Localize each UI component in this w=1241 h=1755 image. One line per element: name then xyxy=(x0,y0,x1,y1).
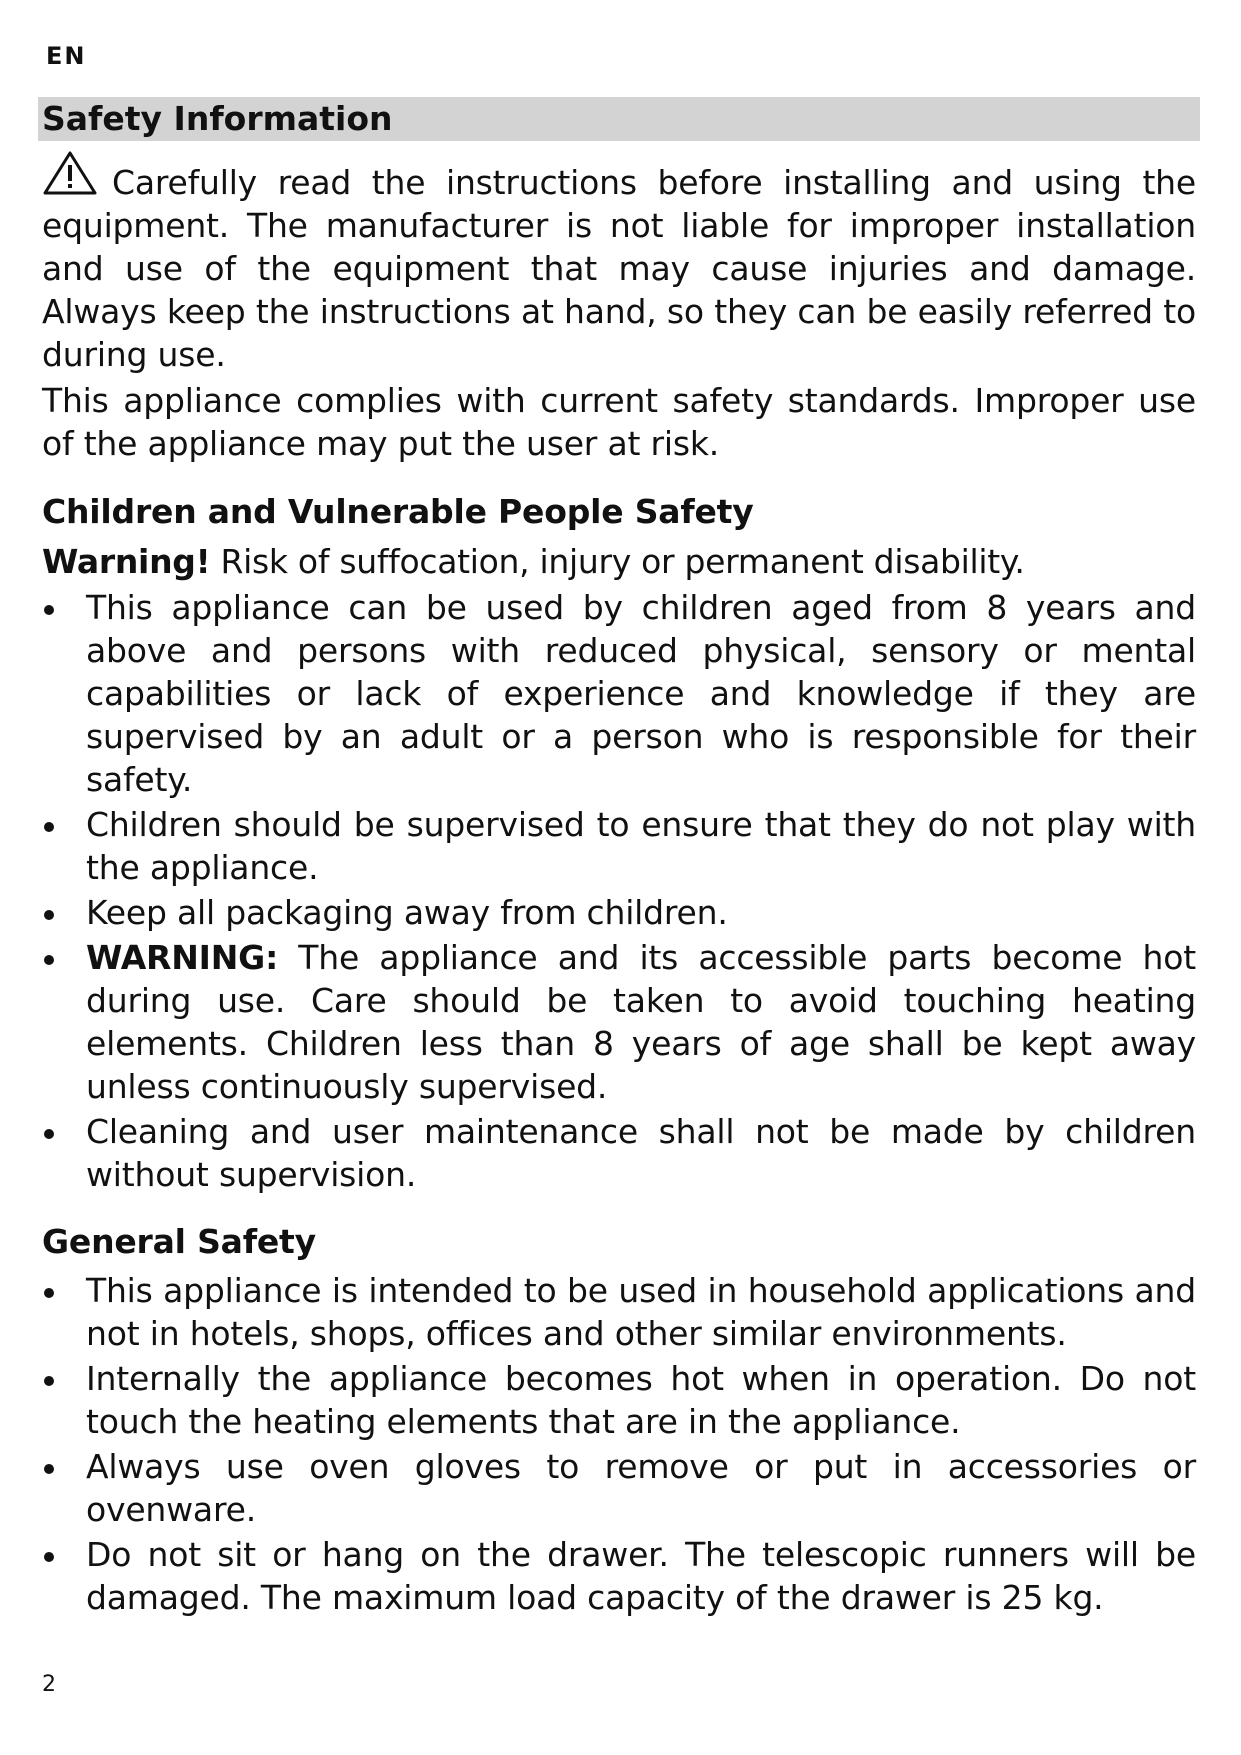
list-item: Internally the appliance becomes hot when in operation. Do not touch the heating elements that are in the appliance. xyxy=(42,1357,1196,1443)
intro-paragraph-1 xyxy=(42,150,1196,376)
bullet-icon xyxy=(44,1129,54,1139)
list-item: Children should be supervised to ensure that they do not play with the appliance. xyxy=(42,803,1196,889)
intro-paragraph-1-text: Carefully read the instructions before installing and using the equipment. The manufacturer is not liable for improper installation and use of the equipment that may cause injuries and damage. Always keep the instructions at hand, so they can be easily referred to during use. xyxy=(42,163,1196,374)
page-number: 2 xyxy=(42,1672,56,1697)
children-safety-heading: Children and Vulnerable People Safety xyxy=(42,492,754,531)
list-item: Cleaning and user maintenance shall not be made by children without supervision. xyxy=(42,1110,1196,1196)
list-item: Keep all packaging away from children. xyxy=(42,891,1196,934)
bullet-icon xyxy=(44,1552,54,1562)
list-item: WARNING: The appliance and its accessible parts become hot during use. Care should be taken to avoid touching heating elements. Children less than 8 years of age shall be kept away unless continuously supervised. xyxy=(42,936,1196,1108)
general-safety-list xyxy=(42,1269,1196,1621)
bullet-icon xyxy=(44,1376,54,1386)
list-item: Do not sit or hang on the drawer. The telescopic runners will be damaged. The maximum load capacity of the drawer is 25 kg. xyxy=(42,1533,1196,1619)
bullet-icon xyxy=(44,1464,54,1474)
warning-text: Risk of suffocation, injury or permanent disability. xyxy=(210,542,1025,581)
list-item: This appliance can be used by children aged from 8 years and above and persons with reduced physical, sensory or mental capabilities or lack of experience and knowledge if they are supervised by an adult or a person who is responsible for their safety. xyxy=(42,586,1196,801)
children-safety-list xyxy=(42,586,1196,1198)
section-title: Safety Information xyxy=(42,99,393,138)
list-item: Always use oven gloves to remove or put in accessories or ovenware. xyxy=(42,1445,1196,1531)
bullet-icon xyxy=(44,955,54,965)
general-safety-heading: General Safety xyxy=(42,1222,316,1261)
warning-triangle-icon xyxy=(42,150,98,196)
bullet-icon xyxy=(44,822,54,832)
warning-label: Warning! xyxy=(42,542,211,581)
bullet-icon xyxy=(44,910,54,920)
children-warning-line xyxy=(42,540,1025,583)
language-code: EN xyxy=(46,42,87,70)
list-item: This appliance is intended to be used in household applications and not in hotels, shops, offices and other similar environments. xyxy=(42,1269,1196,1355)
bullet-icon xyxy=(44,1288,54,1298)
bullet-icon xyxy=(44,605,54,615)
intro-paragraph-2: This appliance complies with current safety standards. Improper use of the appliance may put the user at risk. xyxy=(42,381,1196,463)
